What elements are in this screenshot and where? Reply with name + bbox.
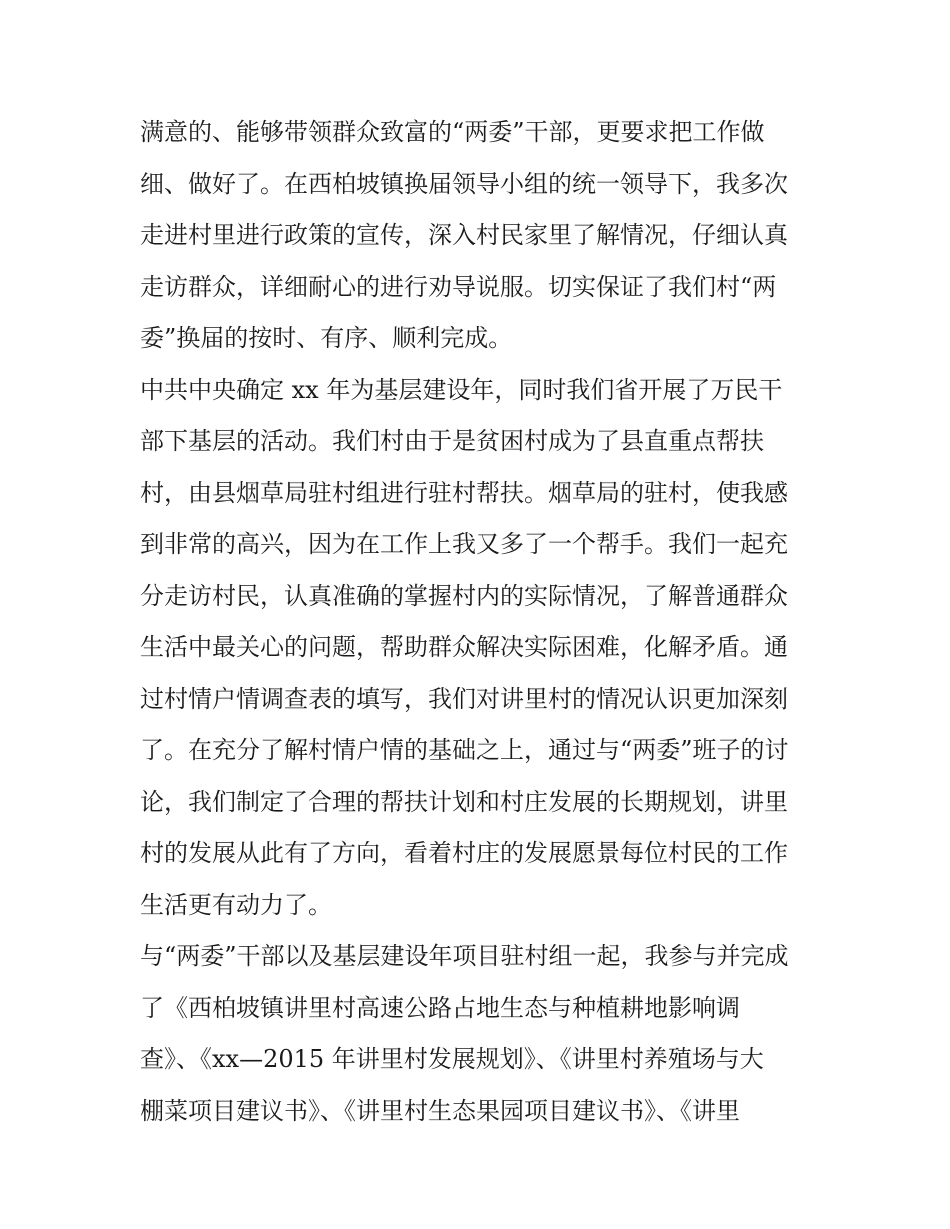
text-line: 部下基层的活动。我们村由于是贫困村成为了县直重点帮扶 <box>140 427 764 455</box>
text-line: 村的发展从此有了方向，看着村庄的发展愿景每位村民的工作 <box>140 839 788 867</box>
text-line: 生活中最关心的问题，帮助群众解决实际困难，化解矛盾。通 <box>140 633 788 661</box>
text-line: 委”换届的按时、有序、顺利完成。 <box>140 324 513 352</box>
text-line: 查》、《xx—2015 年讲里村发展规划》、《讲里村养殖场与大 <box>140 1045 764 1073</box>
text-line: 了《西柏坡镇讲里村高速公路占地生态与种植耕地影响调 <box>140 993 740 1022</box>
text-line: 走访群众，详细耐心的进行劝导说服。切实保证了我们村“两 <box>140 272 777 301</box>
text-line: 过村情户情调查表的填写，我们对讲里村的情况认识更加深刻 <box>140 684 788 713</box>
text-line: 中共中央确定 xx 年为基层建设年，同时我们省开展了万民干 <box>140 375 783 404</box>
text-line: 走进村里进行政策的宣传，深入村民家里了解情况，仔细认真 <box>140 221 788 249</box>
text-line: 到非常的高兴，因为在工作上我又多了一个帮手。我们一起充 <box>140 530 788 558</box>
document-body <box>140 107 830 1137</box>
text-line: 生活更有动力了。 <box>140 890 332 919</box>
text-line: 棚菜项目建议书》、《讲里村生态果园项目建议书》、《讲里 <box>140 1096 740 1125</box>
text-line: 了。在充分了解村情户情的基础之上，通过与“两委”班子的讨 <box>140 736 789 764</box>
text-line: 论，我们制定了合理的帮扶计划和村庄发展的长期规划，讲里 <box>140 787 788 816</box>
text-line: 村，由县烟草局驻村组进行驻村帮扶。烟草局的驻村，使我感 <box>140 478 788 507</box>
text-line: 满意的、能够带领群众致富的“两委”干部，更要求把工作做 <box>140 118 765 146</box>
text-line: 与“两委”干部以及基层建设年项目驻村组一起，我参与并完成 <box>140 942 789 970</box>
text-line: 细、做好了。在西柏坡镇换届领导小组的统一领导下，我多次 <box>140 169 788 198</box>
text-line: 分走访村民，认真准确的掌握村内的实际情况，了解普通群众 <box>140 581 788 610</box>
